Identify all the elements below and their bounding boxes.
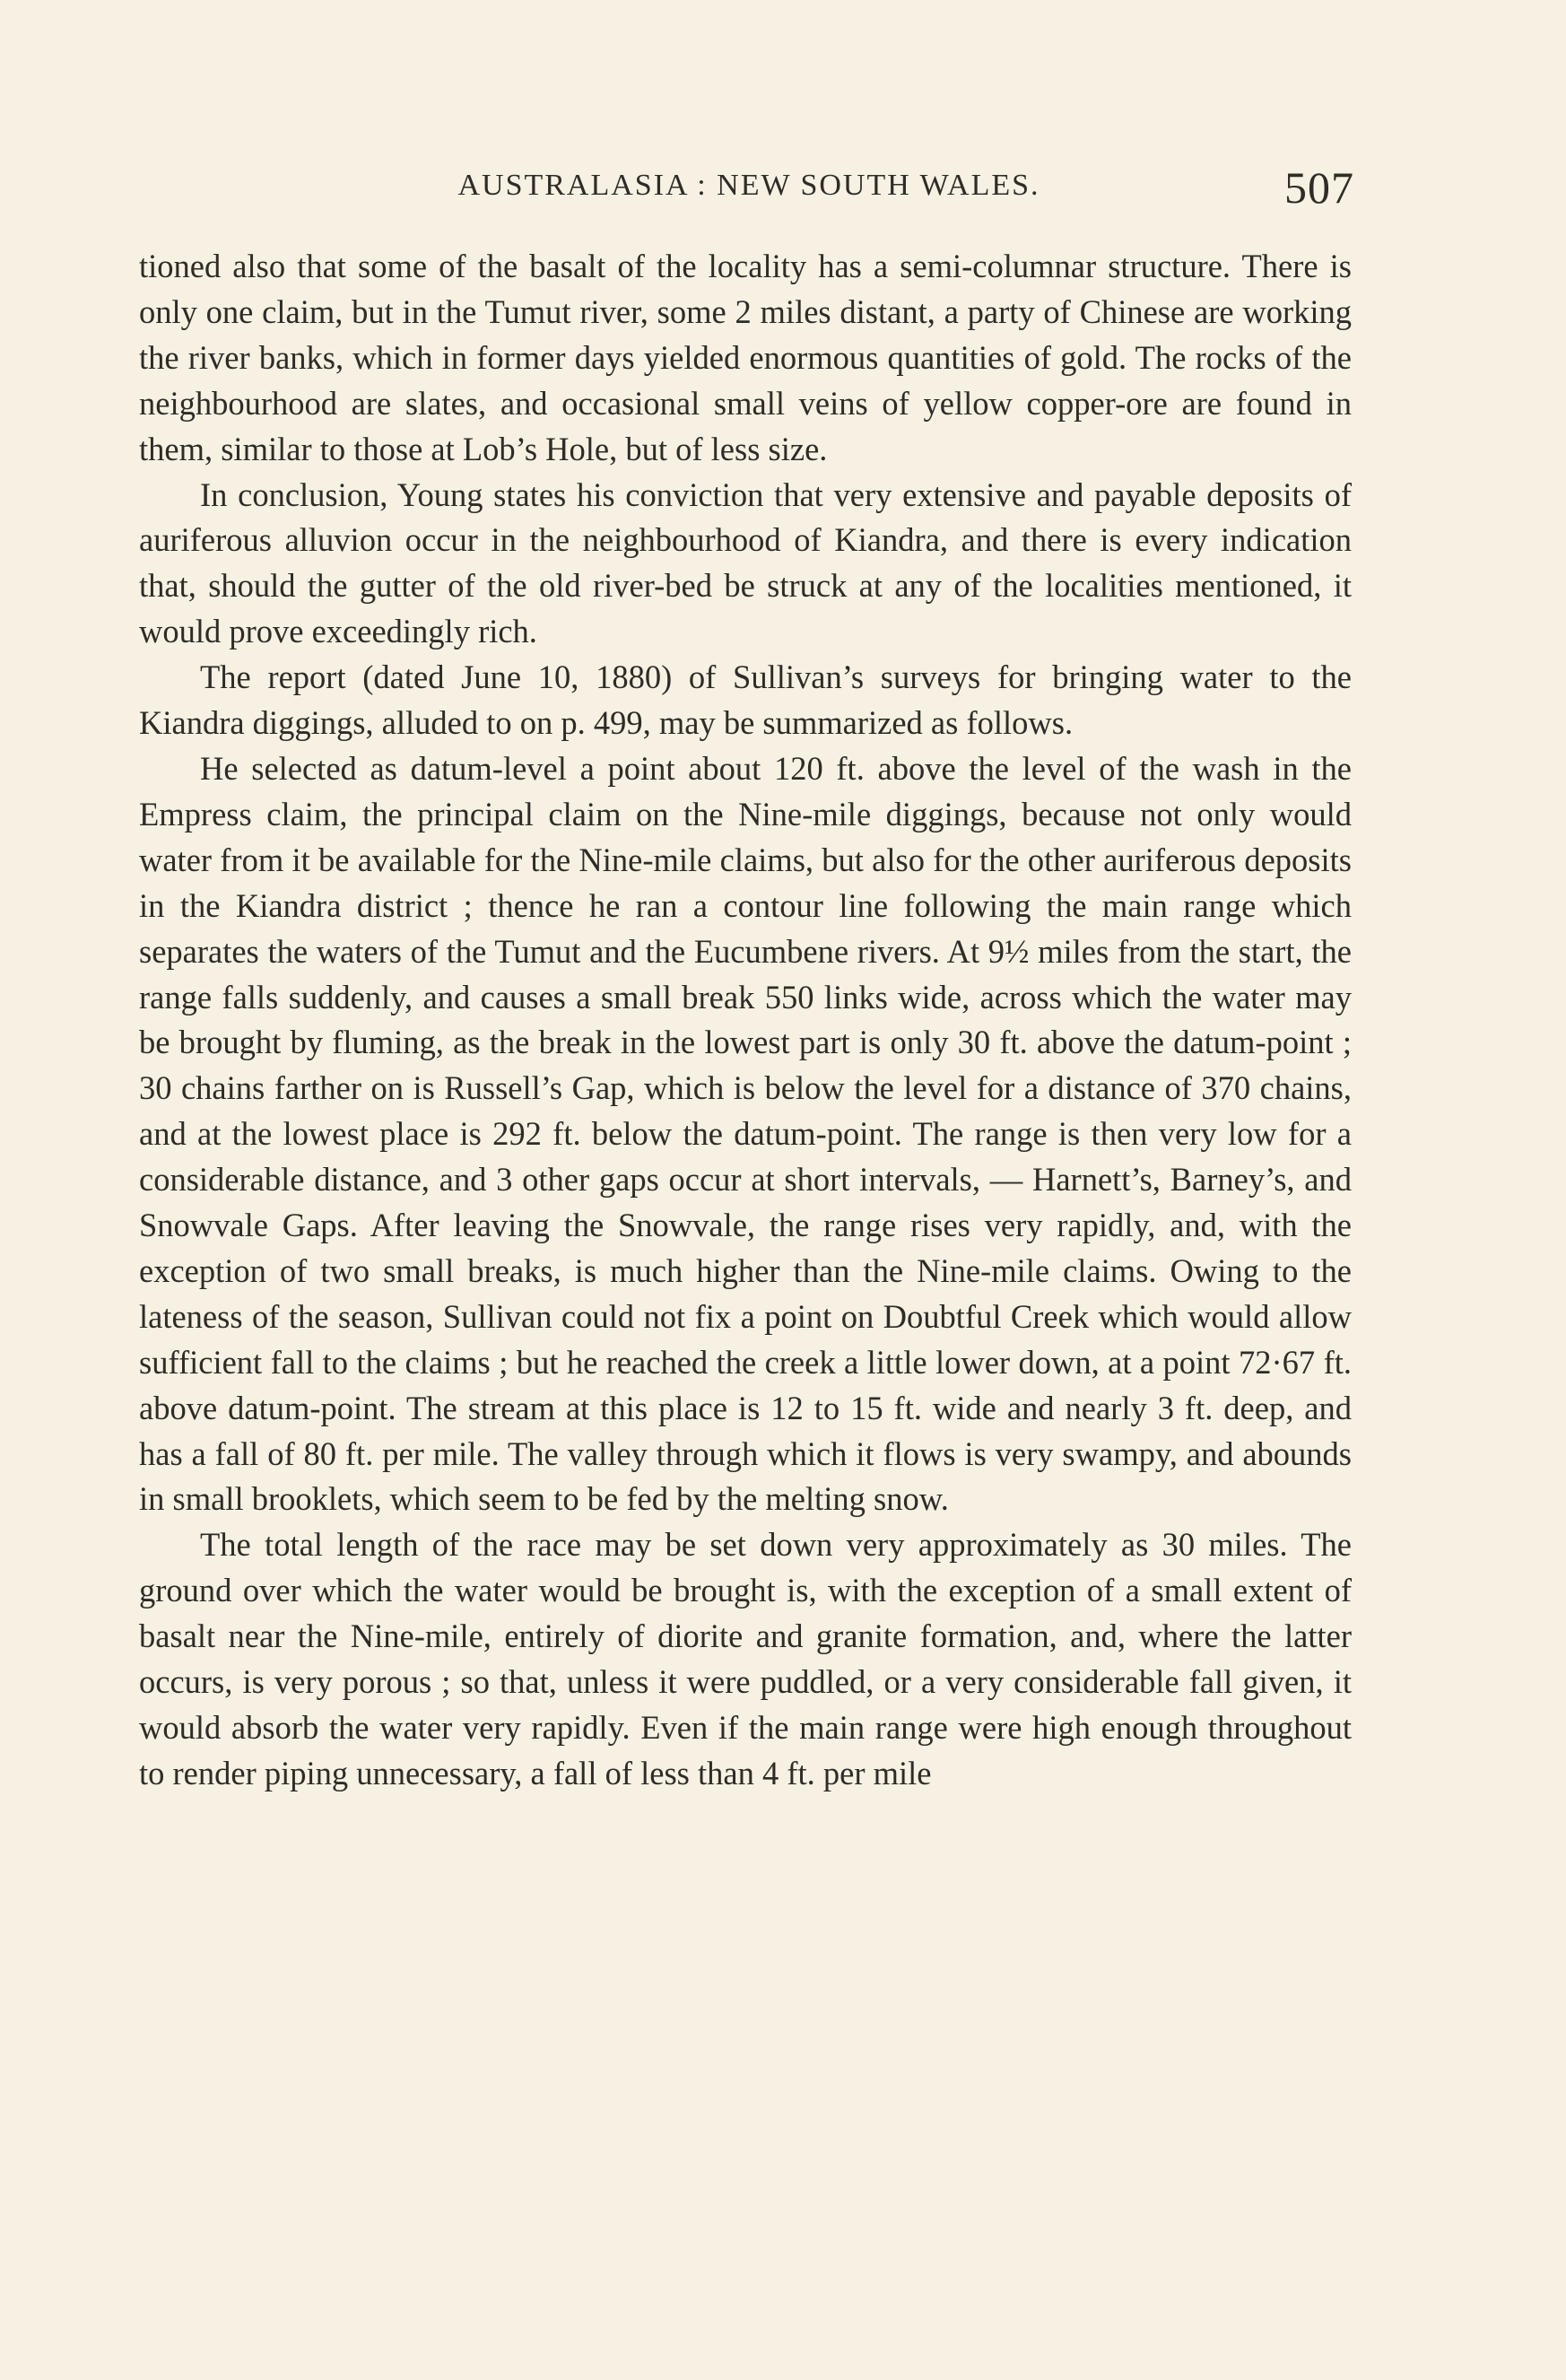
paragraph-sullivan-report: The report (dated June 10, 1880) of Sullivan’s surveys for bringing water to the Kiandra diggings, alluded to on p. 499, may be summarized as follows. <box>139 658 1352 742</box>
paragraph-continued: tioned also that some of the basalt of the locality has a semi-columnar structure. There is only one claim, but in the Tumut river, some 2 miles distant, a party of Chinese are working the river banks, which in former days yielded enormous quantities of gold. The rocks of the neighbourhood are slates, and occasional small veins of yellow copper-ore are found in them, similar to those at Lob’s Hole, but of less size. <box>139 248 1352 467</box>
running-title: AUSTRALASIA : NEW SOUTH WALES. <box>457 169 1040 202</box>
page-number: 507 <box>1284 162 1354 213</box>
body-text <box>139 244 1352 1797</box>
paragraph-datum-level: He selected as datum-level a point about 120 ft. above the level of the wash in the Empress claim, the principal claim on the Nine-mile diggings, because not only would water from it be available for the Nine-mile claims, but also for the other auriferous deposits in the Kiandra district ; thence he ran a contour line following the main range which separates the waters of the Tumut and the Eucumbene rivers. At 9½ miles from the start, the range falls suddenly, and causes a small break 550 links wide, across which the water may be brought by fluming, as the break in the lowest part is only 30 ft. above the datum-point ; 30 chains farther on is Russell’s Gap, which is below the level for a distance of 370 chains, and at the lowest place is 292 ft. below the datum-point. The range is then very low for a considerable distance, and 3 other gaps occur at short intervals, — Harnett’s, Barney’s, and Snowvale Gaps. After leaving the Snowvale, the range rises very rapidly, and, with the exception of two small breaks, is much higher than the Nine-mile claims. Owing to the lateness of the season, Sullivan could not fix a point on Doubtful Creek which would allow sufficient fall to the claims ; but he reached the creek a little lower down, at a point 72·67 ft. above datum-point. The stream at this place is 12 to 15 ft. wide and nearly 3 ft. deep, and has a fall of 80 ft. per mile. The valley through which it flows is very swampy, and abounds in small brooklets, which seem to be fed by the melting snow. <box>139 749 1352 1518</box>
paragraph-young-conclusion: In conclusion, Young states his conviction that very extensive and payable deposits of auriferous alluvion occur in the neighbourhood of Kiandra, and there is every indication that, should the gutter of the old river-bed be struck at any of the localities mentioned, it would prove exceedingly rich. <box>139 475 1352 650</box>
paragraph-race-length: The total length of the race may be set down very approximately as 30 miles. The ground over which the water would be brought is, with the exception of a small extent of basalt near the Nine-mile, entirely of diorite and granite formation, and, where the latter occurs, is very porous ; so that, unless it were puddled, or a very considerable fall given, it would absorb the water very rapidly. Even if the main range were high enough throughout to render piping unnecessary, a fall of less than 4 ft. per mile <box>139 1526 1352 1792</box>
running-head <box>144 161 1354 215</box>
